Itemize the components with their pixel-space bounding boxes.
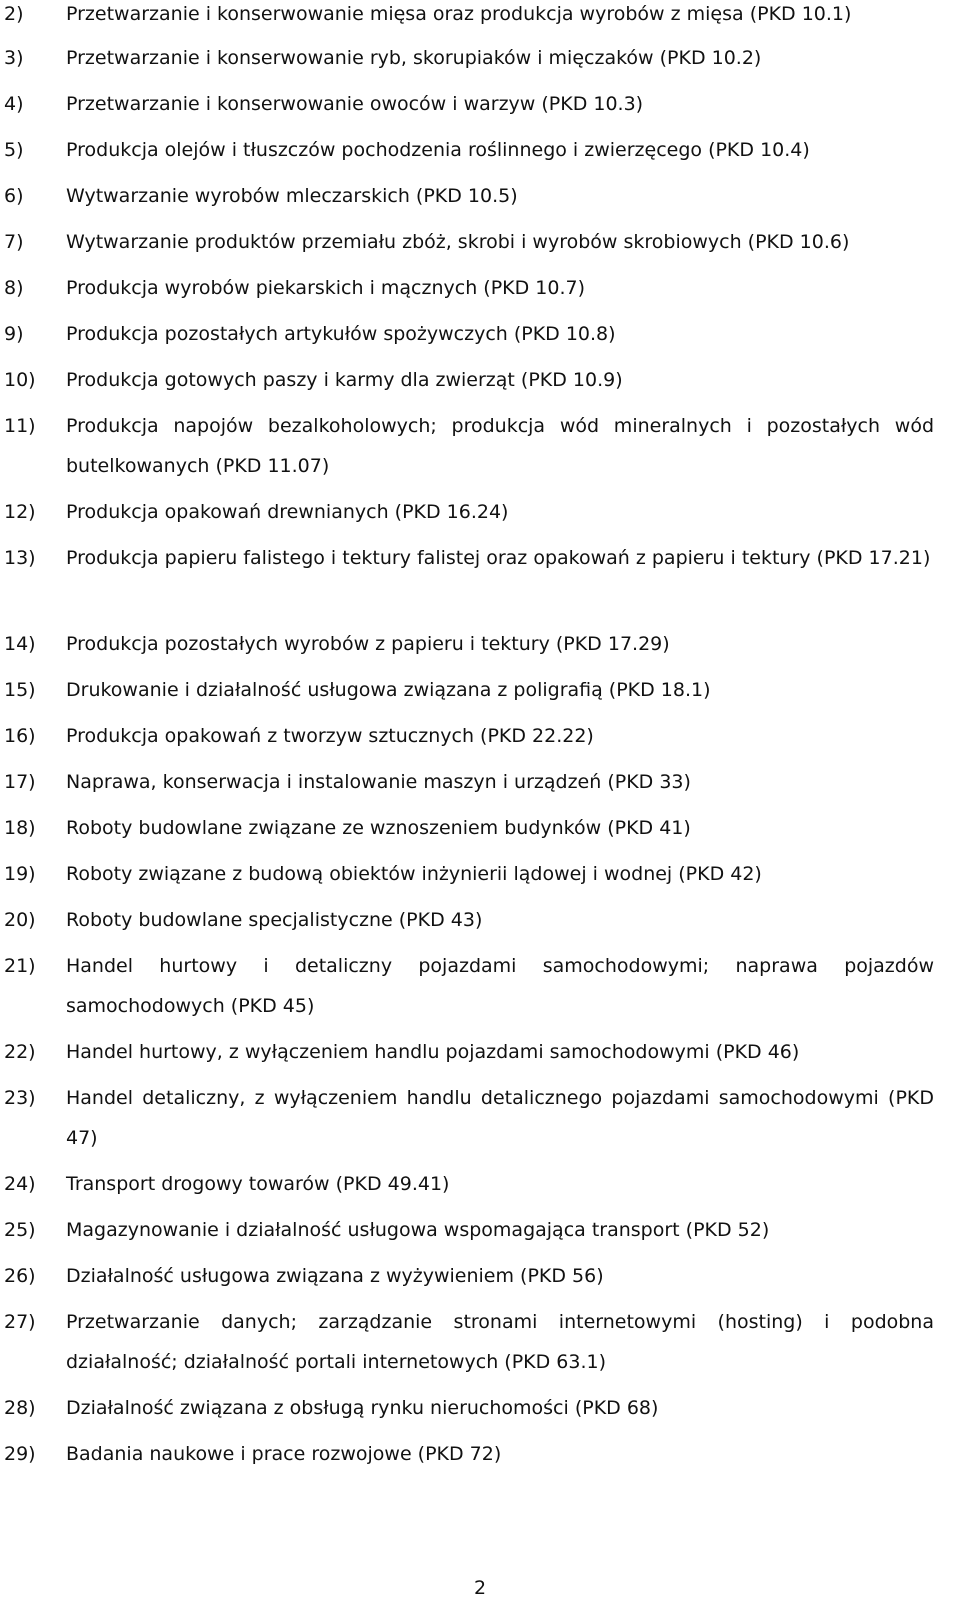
list-item-number: 10) <box>4 369 36 391</box>
list-item-number: 13) <box>4 547 36 569</box>
list-item-number: 17) <box>4 771 36 793</box>
list-item-number: 21) <box>4 955 36 977</box>
list-item-text: Produkcja gotowych paszy i karmy dla zwierząt (PKD 10.9) <box>66 369 623 391</box>
list-item-number: 27) <box>4 1311 36 1333</box>
list-item-number: 28) <box>4 1397 36 1419</box>
list-item-text: Roboty budowlane specjalistyczne (PKD 43) <box>66 909 483 931</box>
list-item-text: Działalność usługowa związana z wyżywieniem (PKD 56) <box>66 1265 604 1287</box>
list-item-number: 7) <box>4 231 24 253</box>
list-item-text: Wytwarzanie wyrobów mleczarskich (PKD 10.5) <box>66 185 518 207</box>
list-item-text: Magazynowanie i działalność usługowa wspomagająca transport (PKD 52) <box>66 1219 770 1241</box>
list-item-text: Badania naukowe i prace rozwojowe (PKD 72) <box>66 1443 502 1465</box>
list-item-number: 5) <box>4 139 24 161</box>
list-item-number: 19) <box>4 863 36 885</box>
list-item-text: Naprawa, konserwacja i instalowanie maszyn i urządzeń (PKD 33) <box>66 771 691 793</box>
list-item-text: Produkcja pozostałych artykułów spożywczych (PKD 10.8) <box>66 323 616 345</box>
list-item-text: Przetwarzanie i konserwowanie ryb, skorupiaków i mięczaków (PKD 10.2) <box>66 47 762 69</box>
list-item-number: 6) <box>4 185 24 207</box>
list-item-text: Produkcja olejów i tłuszczów pochodzenia roślinnego i zwierzęcego (PKD 10.4) <box>66 139 810 161</box>
list-item-text: Produkcja opakowań z tworzyw sztucznych (PKD 22.22) <box>66 725 594 747</box>
list-item-number: 16) <box>4 725 36 747</box>
list-item-text: Wytwarzanie produktów przemiału zbóż, skrobi i wyrobów skrobiowych (PKD 10.6) <box>66 231 850 253</box>
list-item-text: Roboty związane z budową obiektów inżynierii lądowej i wodnej (PKD 42) <box>66 863 762 885</box>
list-item-text: Produkcja wyrobów piekarskich i mącznych (PKD 10.7) <box>66 277 586 299</box>
list-item-text: Handel hurtowy i detaliczny pojazdami samochodowymi; naprawa pojazdów samochodowych (PKD 45) <box>66 955 934 1017</box>
list-item-number: 23) <box>4 1087 36 1109</box>
list-item-number: 29) <box>4 1443 36 1465</box>
list-item-number: 25) <box>4 1219 36 1241</box>
list-item-text: Produkcja napojów bezalkoholowych; produkcja wód mineralnych i pozostałych wód butelkowanych (PKD 11.07) <box>66 415 934 477</box>
page-number: 2 <box>473 1577 487 1599</box>
list-item-text: Produkcja papieru falistego i tektury falistej oraz opakowań z papieru i tektury (PKD 17.21) <box>66 547 931 569</box>
list-item-text: Działalność związana z obsługą rynku nieruchomości (PKD 68) <box>66 1397 659 1419</box>
list-item-number: 4) <box>4 93 24 115</box>
list-item-number: 9) <box>4 323 24 345</box>
list-item-text: Transport drogowy towarów (PKD 49.41) <box>66 1173 450 1195</box>
list-item-number: 15) <box>4 679 36 701</box>
list-item-number: 14) <box>4 633 36 655</box>
list-item-text: Produkcja pozostałych wyrobów z papieru i tektury (PKD 17.29) <box>66 633 670 655</box>
list-item-number: 24) <box>4 1173 36 1195</box>
list-item-text: Handel detaliczny, z wyłączeniem handlu detalicznego pojazdami samochodowymi (PKD 47) <box>66 1087 934 1149</box>
list-item-text: Przetwarzanie i konserwowanie owoców i warzyw (PKD 10.3) <box>66 93 644 115</box>
list-item-number: 2) <box>4 3 24 25</box>
list-item-text: Produkcja opakowań drewnianych (PKD 16.24) <box>66 501 509 523</box>
list-item-text: Drukowanie i działalność usługowa związana z poligrafią (PKD 18.1) <box>66 679 711 701</box>
list-item-text: Roboty budowlane związane ze wznoszeniem budynków (PKD 41) <box>66 817 691 839</box>
list-item-text: Handel hurtowy, z wyłączeniem handlu pojazdami samochodowymi (PKD 46) <box>66 1041 800 1063</box>
list-item-number: 22) <box>4 1041 36 1063</box>
list-item-number: 18) <box>4 817 36 839</box>
list-item-number: 8) <box>4 277 24 299</box>
list-item-text: Przetwarzanie danych; zarządzanie stronami internetowymi (hosting) i podobna działalność; działalność portali internetowych (PKD 63.1) <box>66 1311 934 1373</box>
list-item-number: 3) <box>4 47 24 69</box>
list-item-text: Przetwarzanie i konserwowanie mięsa oraz produkcja wyrobów z mięsa (PKD 10.1) <box>66 3 852 25</box>
list-item-number: 12) <box>4 501 36 523</box>
list-item-number: 26) <box>4 1265 36 1287</box>
list-item-number: 11) <box>4 415 36 437</box>
list-item-number: 20) <box>4 909 36 931</box>
